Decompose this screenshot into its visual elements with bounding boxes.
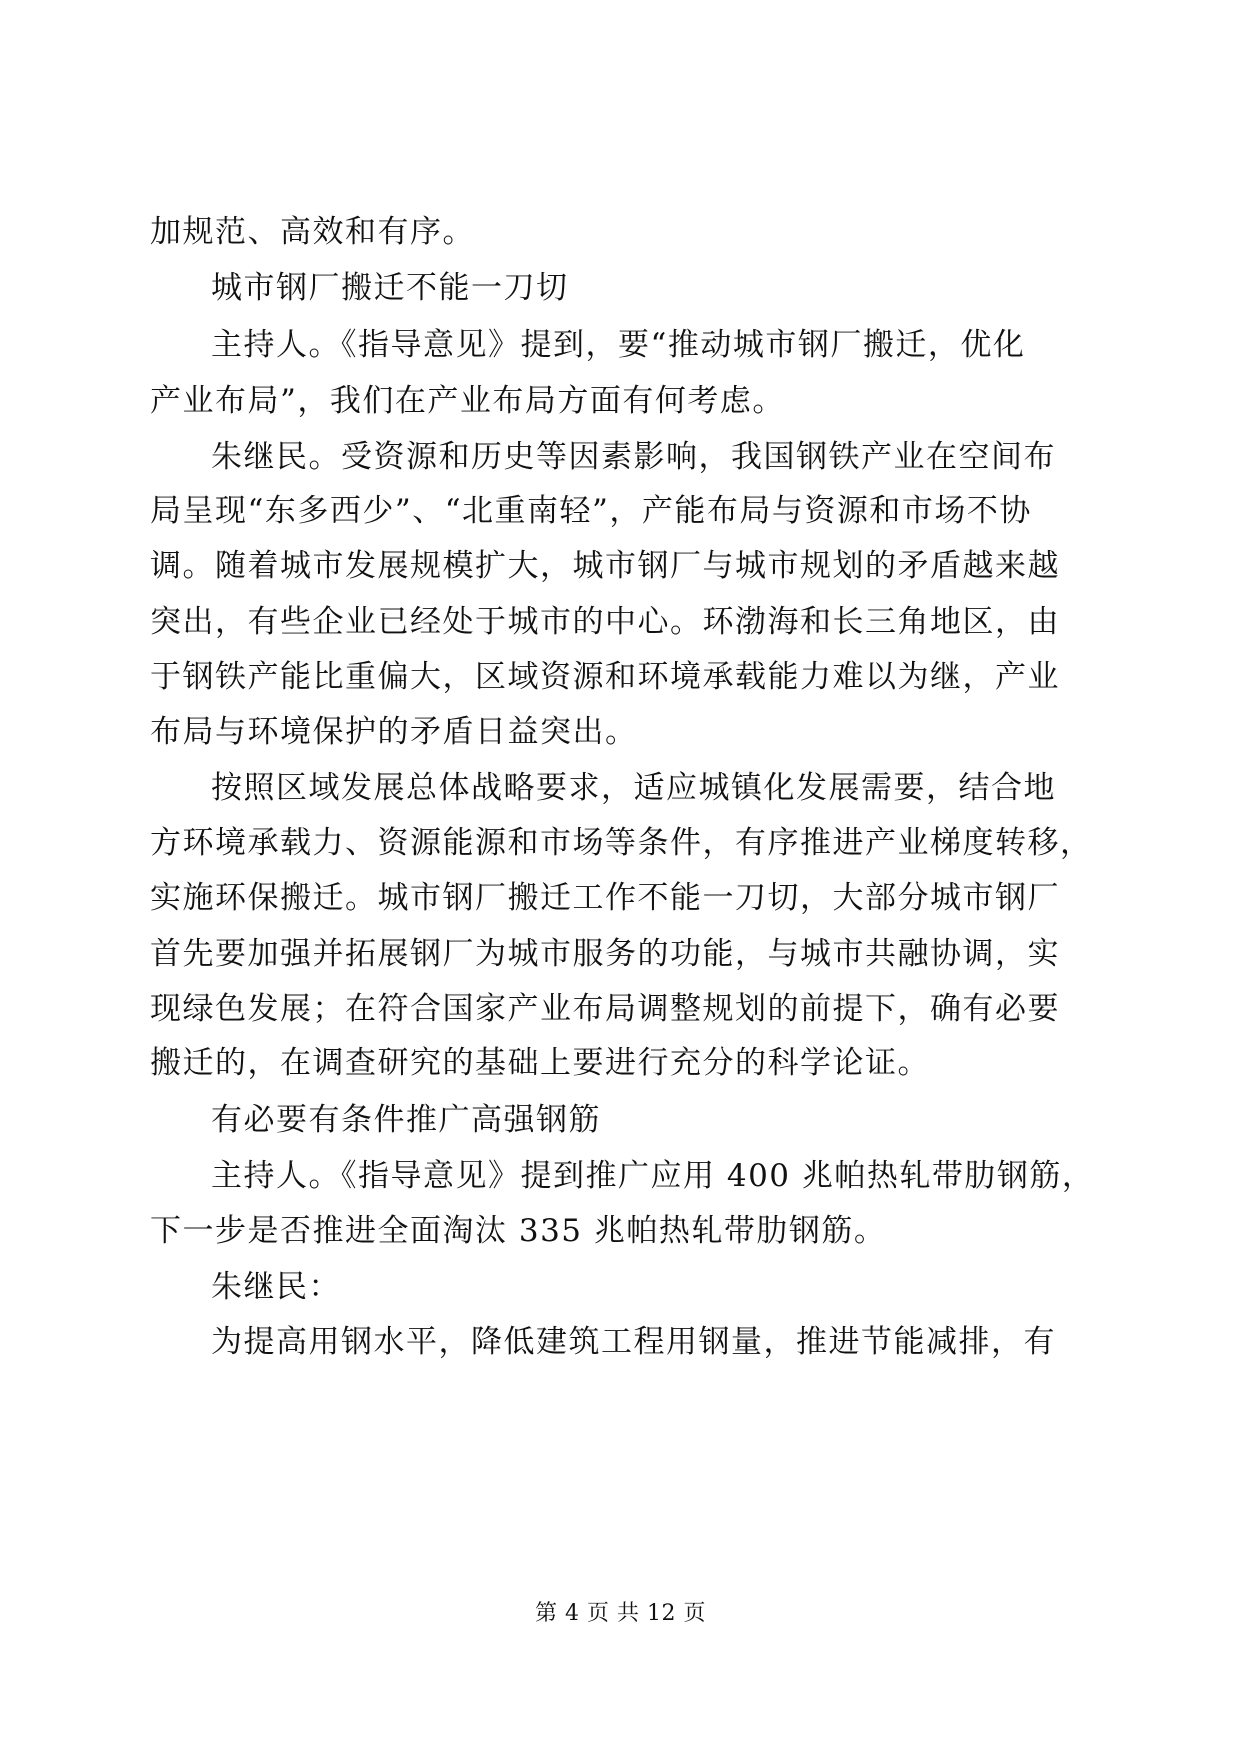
paragraph-line: 搬迁的，在调查研究的基础上要进行充分的科学论证。 [150, 1045, 930, 1081]
paragraph-line: 于钢铁产能比重偏大，区域资源和环境承载能力难以为继，产业 [150, 659, 1060, 695]
paragraph-line: 按照区域发展总体战略要求，适应城镇化发展需要，结合地 [211, 770, 1056, 806]
paragraph-line: 方环境承载力、资源能源和市场等条件，有序推进产业梯度转移， [150, 825, 1093, 861]
paragraph-line: 局呈现“东多西少”、“北重南轻”，产能布局与资源和市场不协 [150, 493, 1032, 529]
paragraph-line: 突出，有些企业已经处于城市的中心。环渤海和长三角地区，由 [150, 604, 1060, 640]
paragraph-line: 加规范、高效和有序。 [150, 214, 475, 250]
paragraph-line: 现绿色发展；在符合国家产业布局调整规划的前提下，确有必要 [150, 991, 1060, 1027]
paragraph-line: 下一步是否推进全面淘汰 335 兆帕热轧带肋钢筋。 [150, 1213, 887, 1249]
paragraph-line: 调。随着城市发展规模扩大，城市钢厂与城市规划的矛盾越来越 [150, 548, 1060, 584]
paragraph-line: 布局与环境保护的矛盾日益突出。 [150, 714, 638, 750]
paragraph-line: 产业布局”，我们在产业布局方面有何考虑。 [150, 383, 785, 419]
paragraph-line: 首先要加强并拓展钢厂为城市服务的功能，与城市共融协调，实 [150, 936, 1060, 972]
paragraph-line: 实施环保搬迁。城市钢厂搬迁工作不能一刀切，大部分城市钢厂 [150, 880, 1060, 916]
paragraph-line: 朱继民： [211, 1269, 341, 1305]
page-footer: 第 4 页 共 12 页 [535, 1601, 706, 1626]
paragraph-line: 朱继民。受资源和历史等因素影响，我国钢铁产业在空间布 [211, 439, 1056, 475]
paragraph-line: 为提高用钢水平，降低建筑工程用钢量，推进节能减排，有 [211, 1324, 1056, 1360]
paragraph-line: 主持人。《指导意见》提到推广应用 400 兆帕热轧带肋钢筋， [211, 1158, 1095, 1194]
section-heading: 城市钢厂搬迁不能一刀切 [211, 270, 569, 306]
paragraph-line: 主持人。《指导意见》提到，要“推动城市钢厂搬迁，优化 [211, 327, 1026, 363]
section-heading: 有必要有条件推广高强钢筋 [211, 1102, 601, 1138]
